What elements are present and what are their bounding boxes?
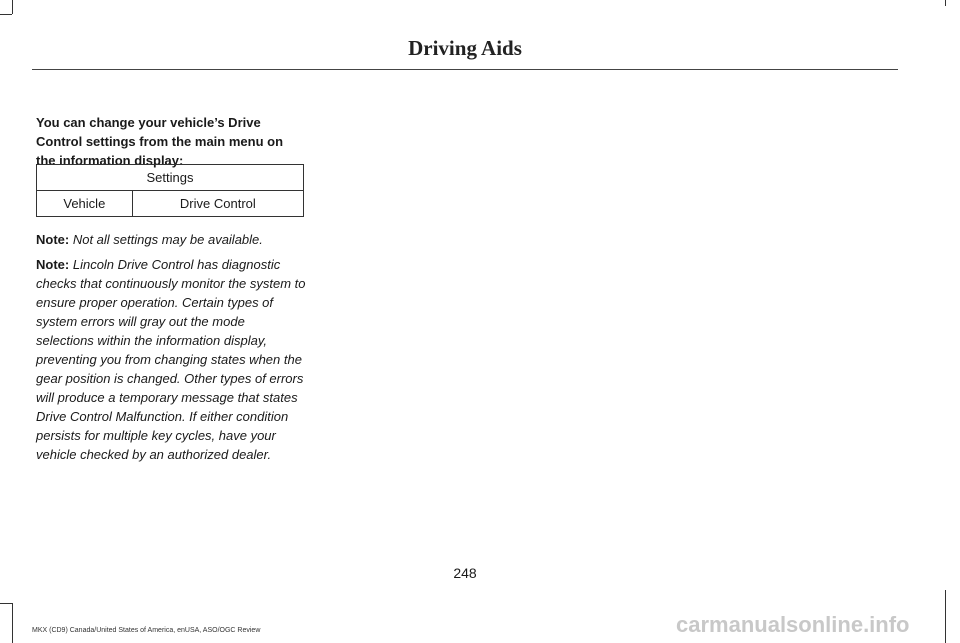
section-title: Driving Aids xyxy=(408,36,522,60)
crop-mark-top-right-v xyxy=(945,0,946,6)
crop-mark-top-left-h xyxy=(0,14,12,15)
settings-table xyxy=(36,164,304,217)
table-cell-drive-control: Drive Control xyxy=(132,191,303,217)
note-text: Lincoln Drive Control has diagnostic checks that continuously monitor the system to ensure proper operation. Certain types of system errors will gray out the mode selections within the information display, preventing you from changing states when the gear position is changed. Other types of errors will produce a temporary message that states Drive Control Malfunction. If either condition persists for multiple key cycles, have your vehicle checked by an authorized dealer. xyxy=(36,257,306,462)
crop-mark-top-left-v xyxy=(12,0,13,14)
note-label: Note: xyxy=(36,257,70,272)
table-row xyxy=(37,191,304,217)
header-divider xyxy=(32,69,898,70)
table-header-cell: Settings xyxy=(37,165,304,191)
watermark: carmanualsonline.info xyxy=(676,612,910,637)
note-text: Not all settings may be available. xyxy=(72,232,263,247)
intro-paragraph: You can change your vehicle’s Drive Control settings from the main menu on the information display: xyxy=(36,115,284,168)
table-cell-vehicle: Vehicle xyxy=(37,191,133,217)
page-number: 248 xyxy=(453,565,477,581)
note-paragraph xyxy=(36,230,306,249)
crop-mark-bottom-left-v xyxy=(12,603,13,643)
table-header-row xyxy=(37,165,304,191)
note-paragraph xyxy=(36,255,306,464)
crop-mark-bottom-left-h xyxy=(0,603,12,604)
crop-mark-bottom-right-v xyxy=(945,590,946,643)
note-label: Note: xyxy=(36,232,70,247)
footer-text: MKX (CD9) Canada/United States of America, enUSA, ASO/OGC Review xyxy=(32,627,261,634)
